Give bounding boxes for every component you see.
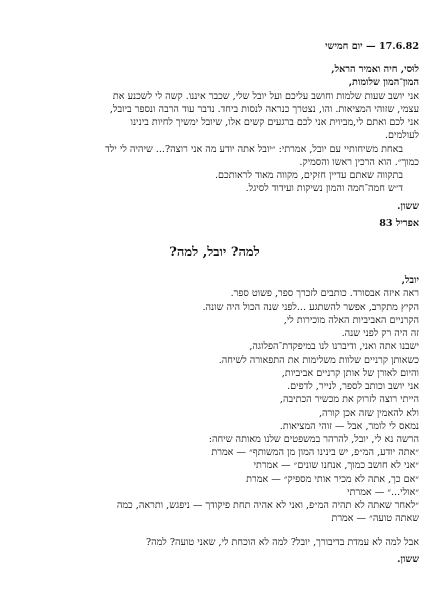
body-line: הקיץ מתקרב, אפשר להשתגע ...לפני שנה הכול היה שונה.: [202, 301, 419, 313]
letter-2-body: [10, 287, 419, 548]
body-line: זה היה רק לפני שנה.: [341, 328, 419, 340]
body-line: אבל למה לא עמדת בדיבורך, יובל? למה לא הוכחת לי, שאני טועה? למה?: [145, 536, 419, 548]
body-line: כשאותן קרניים שלוות משלימות את התפאורה לשיחה.: [218, 354, 419, 366]
body-line: והיום לאורן של אותן קרניים אביביות,: [281, 367, 419, 379]
body-line: ישבנו אתה ואני, ודיברנו לנו במיפקדת־הפלוגה,: [249, 341, 419, 353]
body-line: ״אולי...״ — אמרתי: [347, 486, 419, 498]
letter-1: [10, 40, 419, 213]
letter-1-body: [10, 90, 419, 196]
letter-1-salutation: לוּסי, חיה ואמיר הראל,: [331, 64, 419, 76]
body-line: הרשה נא לי, יובל, להרהר במשפטים שלנו מאותה שיחה:: [208, 433, 419, 445]
body-line: [10, 526, 419, 536]
letter-2-signature: ששון.: [397, 553, 419, 565]
body-line: ולא להאמין שזה אכן קורה,: [318, 407, 419, 419]
letter-1-signature: ששון.: [397, 200, 419, 212]
body-line: שאתה טועה״ — אמרת: [331, 513, 419, 525]
letter-2-salutation: יובל,: [401, 275, 419, 287]
body-line: ״אם כך, אתה לא מכיר אותי מספיק״ — אמרת: [246, 473, 419, 485]
letter-1-greeting: המון־המון שלומות,: [348, 77, 419, 89]
body-line: ״אני לא חושב כמוך, אנחנו שונים״ — אמרתי: [253, 460, 419, 472]
body-line: נמאס לי לומר, אבל — זוהי המציאות.: [279, 420, 419, 432]
body-line: אני לכם ואתם לי,מביוית אני לכם ברגעים קשים אלו, שיובל ימשיך לחיות בינינו: [130, 117, 419, 129]
body-line: הקרניים האביביות האלה מוכירות לי,: [283, 314, 419, 326]
body-line: אני יושב וכותב לספר, לנייר, לדפים.: [287, 381, 419, 393]
letter-1-header: 17.6.82 — יום חמישי: [325, 41, 419, 52]
letter-2-title: למה? יובל, למה?: [169, 245, 260, 261]
letter-2-date: אפריל 83: [379, 218, 419, 229]
letter-2: [10, 217, 419, 566]
body-line: ״לאחר שאתה לא תהיה המ״פ, ואני לא אהיה תחת פיקודך — ניפגש, ותראה, כמה: [116, 500, 419, 512]
body-line: באחת משיחותיי עם יובל, אמרתי: ״יובל אתה יודע מה אני רוצה?... שיהיה לי ילד: [105, 143, 403, 155]
body-line: בתקווה שאתם עדיין חזקים, מקווה מאוד לראותכם.: [214, 170, 403, 182]
body-line: הייתי רוצה לזרוק את מכשיר הכתיבה,: [279, 394, 419, 406]
body-line: ד״ש חמה־חמה והמון נשיקות ועידוד לסיגל.: [245, 183, 403, 195]
body-line: לעולמים.: [384, 130, 419, 142]
body-line: ראה איזה אבסורד. כותבים לזכרך ספר, פשוט ספר.: [230, 288, 419, 300]
body-line: כמוך״. הוא הרכין ראשו והסמיק.: [299, 156, 419, 168]
body-line: עצמי, שזוהי המציאות. והו, נצטרך כנראה לנסות ביחד. נדבר עוד הרבה ונספר ביובל,: [109, 103, 419, 115]
body-line: אני יושב שעות שלמות וחושב עליכם ועל יובל שלי, שכבר איננו. קשה לי לשכנע את: [112, 90, 419, 102]
body-line: ״אתה יודע, המ״פ, יש בינינו המון מן המשותף״ — אמרת: [211, 447, 419, 459]
